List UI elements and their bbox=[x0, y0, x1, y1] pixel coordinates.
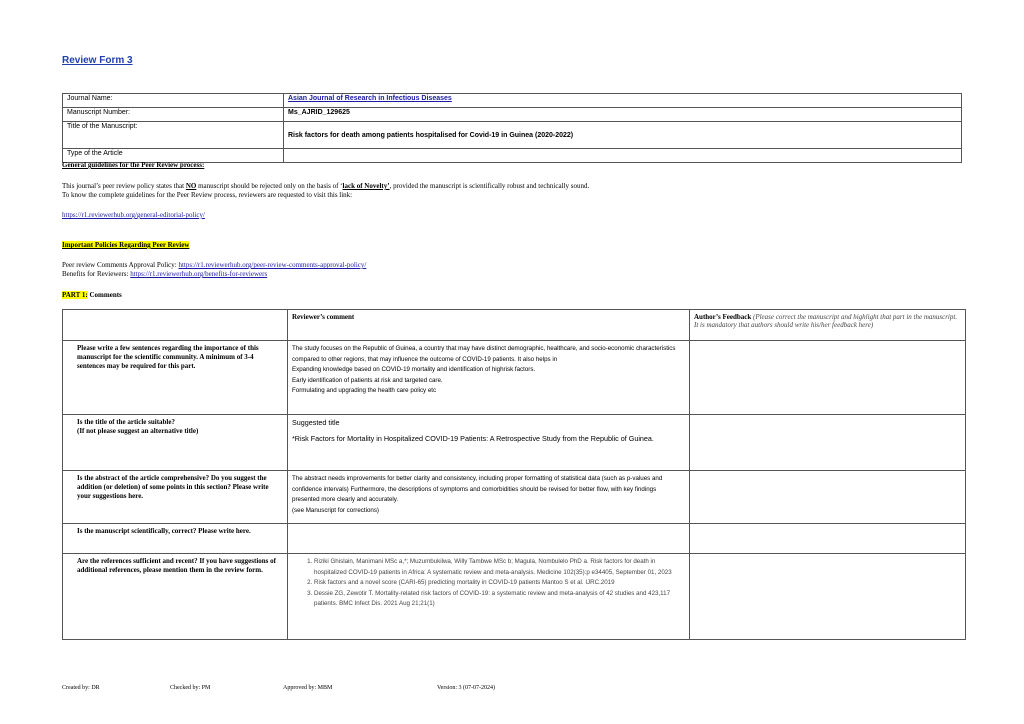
reviewer-comment[interactable] bbox=[288, 554, 690, 640]
table-row bbox=[63, 471, 966, 524]
benefits-link[interactable]: https://r1.reviewerhub.org/benefits-for-reviewers bbox=[130, 270, 268, 278]
comment-line: The abstract needs improvements for better clarity and consistency, including proper formatting of statistical data (such as p-values and confidence intervals) Furthermore, the descriptions of symptoms and comorbidities should be revised for better flow, with key findings presented more clearly and accurately. bbox=[292, 475, 663, 503]
author-feedback-cell[interactable] bbox=[690, 415, 966, 471]
reviewer-comment[interactable] bbox=[288, 415, 690, 471]
manuscript-number-label: Manuscript Number: bbox=[63, 108, 284, 122]
guidelines-text-a: This journal’s peer review policy states that bbox=[62, 182, 186, 190]
policies-heading: Important Policies Regarding Peer Review bbox=[62, 241, 190, 249]
comment-line: *Risk Factors for Mortality in Hospitalized COVID-19 Patients: A Retrospective Study from the Republic of Guinea. bbox=[292, 433, 654, 443]
article-type-label: Type of the Article bbox=[63, 149, 284, 163]
author-feedback-header bbox=[690, 310, 966, 341]
guidelines-heading: General guidelines for the Peer Review process: bbox=[62, 161, 205, 169]
comment-line: Suggested title bbox=[292, 418, 340, 427]
author-feedback-cell[interactable] bbox=[690, 341, 966, 415]
footer-approved: Approved by: MBM bbox=[283, 685, 333, 691]
author-feedback-title: Author’s Feedback bbox=[694, 313, 752, 321]
editorial-policy-link[interactable]: https://r1.reviewerhub.org/general-editorial-policy/ bbox=[62, 211, 205, 219]
reviewer-comment[interactable] bbox=[288, 524, 690, 554]
part-heading bbox=[62, 291, 122, 299]
policies-links bbox=[62, 261, 366, 279]
comment-line: The study focuses on the Republic of Guinea, a country that may have distinct demographic, healthcare, and socio-economic characteristics compared to other regions, that may influence the outcome of COVID-19 patients. It also helps in bbox=[292, 345, 676, 363]
manuscript-number: Ms_AJRID_129625 bbox=[284, 108, 962, 122]
approval-policy-label: Peer review Comments Approval Policy: bbox=[62, 261, 179, 269]
page-title: Review Form 3 bbox=[62, 55, 133, 66]
reference-list bbox=[292, 557, 685, 610]
no-emphasis: NO bbox=[185, 182, 197, 190]
table-row bbox=[63, 415, 966, 471]
comment-line: Formulating and upgrading the health care policy etc bbox=[292, 387, 437, 394]
part-label: PART 1: bbox=[62, 291, 88, 299]
part-text: Comments bbox=[87, 291, 122, 299]
guidelines-text-c: , provided the manuscript is scientifically robust and technically sound. bbox=[389, 182, 590, 190]
comments-table bbox=[62, 309, 966, 640]
comment-line: Early identification of patients at risk and targeted care. bbox=[292, 376, 443, 384]
guidelines-text-b: manuscript should be rejected only on the basis of ‘ bbox=[196, 182, 343, 190]
question: Are the references sufficient and recent? If you have suggestions of additional references, please mention them in the review form. bbox=[63, 554, 288, 640]
author-feedback-cell[interactable] bbox=[690, 524, 966, 554]
guidelines-text-2: To know the complete guidelines for the Peer Review process, reviewers are requested to visit this link: bbox=[62, 191, 353, 199]
comment-line: (see Manuscript for corrections) bbox=[292, 506, 379, 514]
table-row bbox=[63, 554, 966, 640]
approval-policy-link[interactable]: https://r1.reviewerhub.org/peer-review-comments-approval-policy/ bbox=[178, 261, 367, 269]
guidelines-text bbox=[62, 182, 962, 200]
reviewer-comment[interactable] bbox=[288, 341, 690, 415]
manuscript-info-table bbox=[62, 93, 962, 163]
author-feedback-cell[interactable] bbox=[690, 471, 966, 524]
reference-item: 2. Risk factors and a novel score (CARI-65) predicting mortality in COVID-19 patients Mantoo S et al. IJRC.2019 bbox=[314, 578, 685, 589]
manuscript-title: Risk factors for death among patients hospitalised for Covid-19 in Guinea (2020-2022) bbox=[284, 122, 962, 149]
benefits-label: Benefits for Reviewers: bbox=[62, 270, 131, 278]
table-row bbox=[63, 524, 966, 554]
question: Is the abstract of the article comprehensive? Do you suggest the addition (or deletion) of some points in this section? Please write your suggestions here. bbox=[63, 471, 288, 524]
novelty-emphasis: lack of Novelty’ bbox=[342, 182, 390, 190]
reviewer-comment[interactable] bbox=[288, 471, 690, 524]
question: Is the title of the article suitable? (If not please suggest an alternative title) bbox=[63, 415, 288, 471]
footer-checked: Checked by: PM bbox=[170, 685, 211, 691]
reference-item: 1. Riziki Ghislain, Manimani MSc a,*; Muzumbukilwa, Willy Tambwe MSc b; Magula, Nombulelo PhD a. Risk factors for death in hospitalized COVID-19 patients in Africa: A systematic review and meta-analysis. Medicine 102(35):p e34405, September 01, 2023 bbox=[314, 557, 685, 578]
journal-link[interactable]: Asian Journal of Research in Infectious Diseases bbox=[288, 95, 452, 102]
reference-item: 3. Dessie ZG, Zewotir T. Mortality-related risk factors of COVID-19: a systematic review and meta-analysis of 42 studies and 423,117 patients. BMC Infect Dis. 2021 Aug 21;21(1) bbox=[314, 589, 685, 610]
question: Is the manuscript scientifically, correct? Please write here. bbox=[63, 524, 288, 554]
author-feedback-note: (Please correct the manuscript and highlight that part in the manuscript. It is mandatory that authors should write his/her feedback here) bbox=[694, 313, 958, 329]
comment-line: Expanding knowledge based on COVID-19 mortality and identification of highrisk factors. bbox=[292, 366, 536, 373]
author-feedback-cell[interactable] bbox=[690, 554, 966, 640]
manuscript-title-label: Title of the Manuscript: bbox=[63, 122, 284, 149]
reviewer-comment-header: Reviewer’s comment bbox=[288, 310, 690, 341]
question: Please write a few sentences regarding the importance of this manuscript for the scientific community. A minimum of 3-4 sentences may be required for this part. bbox=[63, 341, 288, 415]
table-row bbox=[63, 341, 966, 415]
footer-created: Created by: DR bbox=[62, 685, 100, 691]
journal-label: Journal Name: bbox=[63, 94, 284, 108]
article-type-value bbox=[284, 149, 962, 163]
footer-version: Version: 3 (07-07-2024) bbox=[437, 685, 495, 691]
